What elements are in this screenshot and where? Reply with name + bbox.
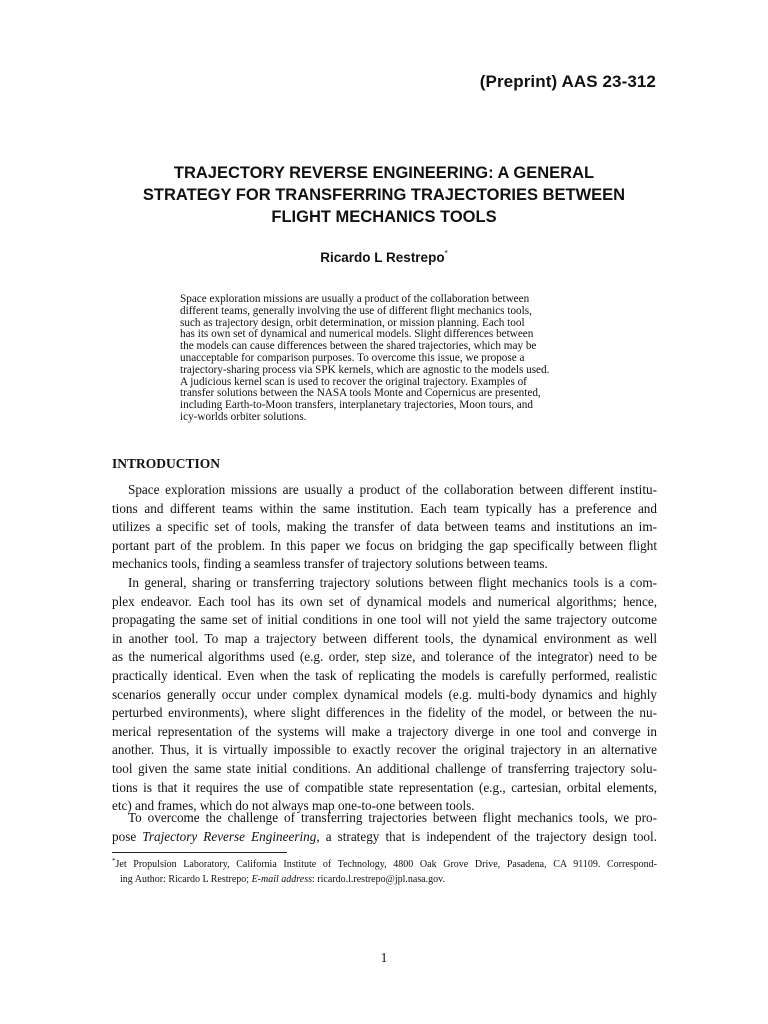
footnote-text: Jet Propulsion Laboratory, California Institute of Technology, 4800 Oak Grove Drive, Pasadena, CA 91109. Correspond- — [115, 859, 657, 870]
emphasized-term: Trajectory Reverse Engineering — [142, 828, 317, 844]
abstract-line: has its own set of dynamical and numerical models. Slight differences between — [180, 328, 534, 341]
section-heading: INTRODUCTION — [112, 456, 221, 471]
page-number: 1 — [380, 950, 388, 965]
footnote-emphasis: E-mail address — [251, 873, 313, 885]
title-line: FLIGHT MECHANICS TOOLS — [271, 208, 497, 226]
paragraph-line: scenarios generally occur under complex dynamical models (e.g. multi-body dynamics and highly — [112, 686, 657, 702]
footnote — [112, 854, 657, 887]
footnote-line — [112, 873, 657, 888]
paragraph-line: as the numerical algorithms used (e.g. order, step size, and tolerance of the integrator) need to be — [112, 649, 657, 665]
footnote-line — [112, 854, 657, 873]
preprint-label: (Preprint) AAS 23-312 — [479, 72, 656, 91]
abstract-line: A judicious kernel scan is used to recover the original trajectory. Examples of — [180, 375, 527, 388]
footnote-text: : ricardo.l.restrepo@jpl.nasa.gov. — [312, 873, 445, 885]
abstract-line: unacceptable for comparison purposes. To overcome this issue, we propose a — [180, 351, 525, 364]
paragraph-3 — [112, 809, 657, 846]
title-line: TRAJECTORY REVERSE ENGINEERING: A GENERAL — [173, 164, 595, 182]
paragraph-line: mechanics tools, finding a seamless transfer of trajectory solutions between teams. — [112, 556, 548, 572]
paragraph-line: etc) and frames, which do not always map one-to-one between tools. — [112, 798, 475, 814]
footnote-marker: * — [112, 857, 116, 865]
text-run: , a strategy that is independent of the trajectory design tool. — [316, 828, 657, 844]
abstract-line: the models can cause differences between the shared trajectories, which may be — [180, 340, 537, 353]
abstract-line: icy-worlds orbiter solutions. — [180, 410, 307, 423]
paragraph-line: perturbed environments), where slight differences in the fidelity of the model, or between the nu- — [112, 705, 657, 721]
abstract-line: including Earth-to-Moon transfers, interplanetary trajectories, Moon tours, and — [180, 399, 533, 412]
paragraph-2 — [112, 574, 657, 816]
paragraph-line: merical representation of the systems will make a trajectory diverge in one tool and converge in — [112, 723, 657, 739]
paragraph-line: plex endeavor. Each tool has its own set of dynamical models and numerical algorithms; hence, — [112, 593, 657, 609]
footnote-divider — [112, 852, 287, 853]
text-run: pose — [112, 828, 143, 844]
paragraph-line: tions and different teams within the same institution. Each team typically has a preference and — [112, 500, 657, 516]
abstract-line: transfer solutions between the NASA tools Monte and Copernicus are presented, — [180, 387, 541, 400]
paragraph-line: tool given the same state initial conditions. An additional challenge of transferring trajectory solu- — [112, 760, 657, 776]
paragraph-line: In general, sharing or transferring trajectory solutions between flight mechanics tools is a com- — [128, 575, 657, 590]
paragraph-line: tions is that it requires the use of compatible state representation (e.g., cartesian, orbital elements, — [112, 779, 657, 795]
author-footnote-marker: * — [444, 249, 448, 258]
paragraph-line: To overcome the challenge of transferring trajectories between flight mechanics tools, we pro- — [128, 810, 657, 825]
paragraph-line: practically identical. Even when the task of replicating the models is carefully performed, realistic — [112, 667, 657, 683]
title-line: STRATEGY FOR TRANSFERRING TRAJECTORIES BETWEEN — [142, 186, 626, 204]
paragraph-line: Space exploration missions are usually a product of the collaboration between different institu- — [128, 482, 657, 497]
paragraph-line — [112, 828, 657, 847]
paragraph-line: propagating the same set of initial conditions in one tool will not yield the same trajectory outcome — [112, 612, 657, 628]
abstract-line: such as trajectory design, orbit determination, or mission planning. Each tool — [180, 316, 525, 329]
paragraph-1 — [112, 481, 657, 574]
footnote-text: ing Author: Ricardo L Restrepo; — [120, 873, 252, 885]
author-line — [100, 249, 668, 265]
abstract — [180, 294, 588, 424]
abstract-line: Space exploration missions are usually a product of the collaboration between — [180, 293, 530, 305]
paragraph-line: portant part of the problem. In this paper we focus on bridging the gap specifically between flight — [112, 537, 657, 553]
paragraph-line: another. Thus, it is virtually impossible to exactly recover the original trajectory in an alternative — [112, 742, 657, 758]
paragraph-line: utilizes a specific set of tools, making the transfer of data between teams and institutions an im- — [112, 519, 657, 535]
abstract-line: trajectory-sharing process via SPK kernels, which are agnostic to the models used. — [180, 363, 550, 376]
paper-title — [100, 162, 668, 228]
author-name: Ricardo L Restrepo — [320, 250, 445, 265]
abstract-line: different teams, generally involving the use of different flight mechanics tools, — [180, 304, 532, 317]
paragraph-line: in another tool. To map a trajectory between different tools, the dynamical environment as well — [112, 630, 657, 646]
